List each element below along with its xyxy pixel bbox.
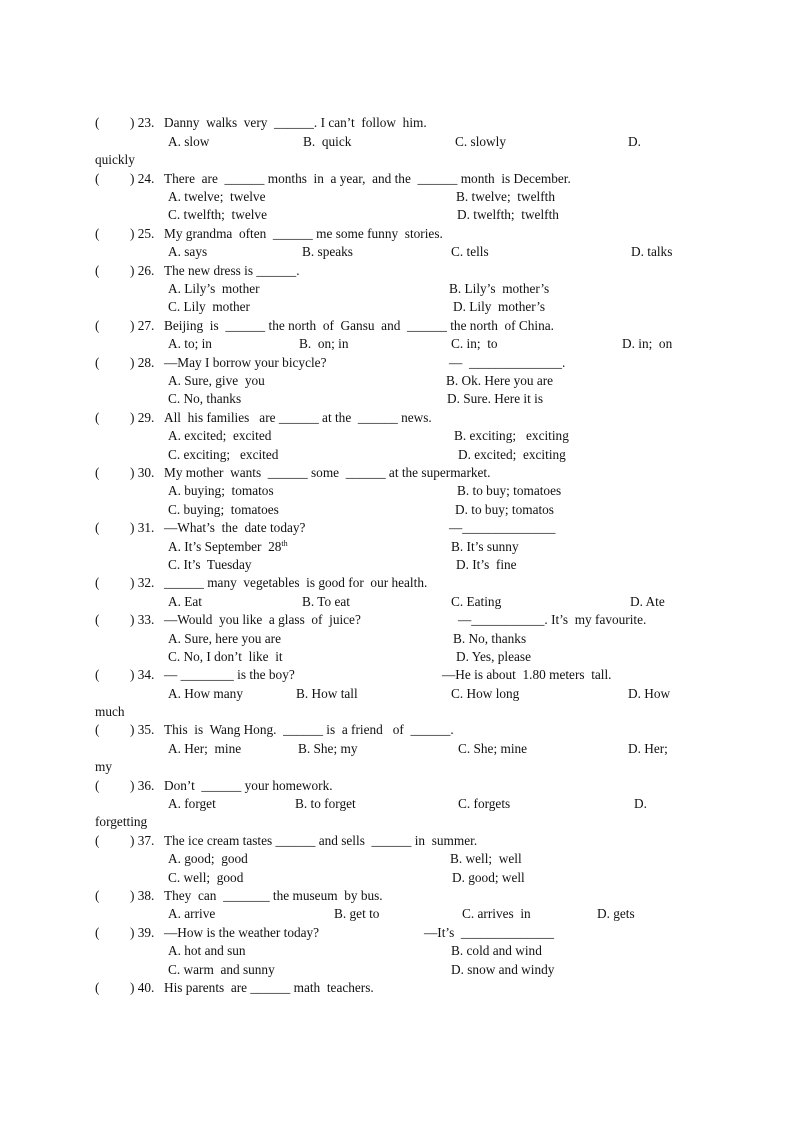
- option-c: C. tells: [451, 244, 489, 259]
- option-d: D.: [628, 134, 641, 149]
- option-b: B. Ok. Here you are: [446, 373, 554, 388]
- option-a: A. excited; excited: [168, 428, 272, 443]
- option-d: D. to buy; tomatos: [455, 502, 554, 517]
- answer-paren: (: [95, 171, 100, 186]
- question-number: ) 40.: [130, 980, 155, 995]
- answer-paren: (: [95, 520, 100, 535]
- option-b: B. How tall: [296, 686, 358, 701]
- option-a: A. twelve; twelve: [168, 189, 266, 204]
- question-stem: ______ many vegetables is good for our health.: [164, 575, 428, 590]
- answer-paren: (: [95, 115, 100, 130]
- question-number: ) 38.: [130, 888, 155, 903]
- option-c: C. forgets: [458, 796, 511, 811]
- question-number: ) 25.: [130, 226, 155, 241]
- option-b: B. get to: [334, 906, 380, 921]
- option-d-wrap: my: [95, 759, 112, 774]
- answer-paren: (: [95, 612, 100, 627]
- option-d: D. Sure. Here it is: [447, 391, 544, 406]
- option-d: D. talks: [631, 244, 673, 259]
- question-number: ) 34.: [130, 667, 155, 682]
- option-b: B. on; in: [299, 336, 349, 351]
- option-a: A. good; good: [168, 851, 248, 866]
- option-d-wrap: quickly: [95, 152, 135, 167]
- option-c: C. No, I don’t like it: [168, 649, 283, 664]
- question-number: ) 33.: [130, 612, 155, 627]
- answer-paren: (: [95, 465, 100, 480]
- option-a: A. Her; mine: [168, 741, 242, 756]
- option-b: B. No, thanks: [453, 631, 527, 646]
- answer-paren: (: [95, 355, 100, 370]
- question-stem: — ________ is the boy?: [164, 667, 295, 682]
- option-b: B. It’s sunny: [451, 539, 519, 554]
- question-stem: —What’s the date today?: [164, 520, 306, 535]
- option-c: C. well; good: [168, 870, 244, 885]
- option-d: D. Yes, please: [456, 649, 531, 664]
- option-c: C. in; to: [451, 336, 498, 351]
- option-c: C. How long: [451, 686, 520, 701]
- option-d: D. Ate: [630, 594, 665, 609]
- option-b: B. speaks: [302, 244, 353, 259]
- option-d: D. snow and windy: [451, 962, 555, 977]
- option-a: A. Eat: [168, 594, 202, 609]
- option-d: D. gets: [597, 906, 635, 921]
- question-number: ) 24.: [130, 171, 155, 186]
- option-c: C. No, thanks: [168, 391, 242, 406]
- question-number: ) 31.: [130, 520, 155, 535]
- option-c: C. arrives in: [462, 906, 531, 921]
- question-number: ) 26.: [130, 263, 155, 278]
- reply-line: —It’s ______________: [424, 925, 555, 940]
- option-d: D. in; on: [622, 336, 673, 351]
- answer-paren: (: [95, 833, 100, 848]
- reply-line: —___________. It’s my favourite.: [458, 612, 647, 627]
- option-a: A. buying; tomatos: [168, 483, 274, 498]
- option-a: A. hot and sun: [168, 943, 246, 958]
- question-stem: Beijing is ______ the north of Gansu and ______ the north of China.: [164, 318, 554, 333]
- answer-paren: (: [95, 318, 100, 333]
- answer-paren: (: [95, 410, 100, 425]
- answer-paren: (: [95, 263, 100, 278]
- answer-paren: (: [95, 667, 100, 682]
- option-a: A. How many: [168, 686, 243, 701]
- answer-paren: (: [95, 778, 100, 793]
- question-stem: This is Wang Hong. ______ is a friend of ______.: [164, 722, 454, 737]
- question-number: ) 39.: [130, 925, 155, 940]
- option-b: B. quick: [303, 134, 352, 149]
- option-d: D. good; well: [452, 870, 525, 885]
- answer-paren: (: [95, 888, 100, 903]
- option-d-wrap: forgetting: [95, 814, 148, 829]
- question-number: ) 37.: [130, 833, 155, 848]
- option-d: D. Her;: [628, 741, 668, 756]
- reply-line: —______________: [449, 520, 556, 535]
- option-c: C. She; mine: [458, 741, 528, 756]
- question-number: ) 23.: [130, 115, 155, 130]
- question-number: ) 36.: [130, 778, 155, 793]
- question-stem: My grandma often ______ me some funny stories.: [164, 226, 443, 241]
- option-a: A. forget: [168, 796, 216, 811]
- option-b: B. to buy; tomatoes: [457, 483, 562, 498]
- option-b: B. to forget: [295, 796, 356, 811]
- option-a: [168, 539, 288, 555]
- question-stem: Danny walks very ______. I can’t follow him.: [164, 115, 427, 130]
- answer-paren: (: [95, 226, 100, 241]
- option-b: B. well; well: [450, 851, 522, 866]
- answer-paren: (: [95, 980, 100, 995]
- question-stem: The new dress is ______.: [164, 263, 300, 278]
- question-stem: My mother wants ______ some ______ at the supermarket.: [164, 465, 491, 480]
- option-a: A. says: [168, 244, 208, 259]
- option-c: C. warm and sunny: [168, 962, 275, 977]
- option-c: C. exciting; excited: [168, 447, 279, 462]
- option-c: C. It’s Tuesday: [168, 557, 252, 572]
- option-d: D. Lily mother’s: [453, 299, 546, 314]
- question-number: ) 28.: [130, 355, 155, 370]
- option-a: A. to; in: [168, 336, 212, 351]
- question-number: ) 32.: [130, 575, 155, 590]
- option-d: D. twelfth; twelfth: [457, 207, 559, 222]
- question-number: ) 27.: [130, 318, 155, 333]
- option-a-text: A. It’s September 28: [168, 539, 282, 554]
- option-b: B. cold and wind: [451, 943, 542, 958]
- option-c: C. slowly: [455, 134, 506, 149]
- question-stem: His parents are ______ math teachers.: [164, 980, 374, 995]
- option-d-wrap: much: [95, 704, 125, 719]
- ordinal-suffix: th: [281, 539, 288, 548]
- option-d: D. It’s fine: [456, 557, 517, 572]
- option-b: B. She; my: [298, 741, 358, 756]
- option-c: C. twelfth; twelve: [168, 207, 267, 222]
- option-b: B. twelve; twelfth: [456, 189, 555, 204]
- reply-line: —He is about 1.80 meters tall.: [442, 667, 612, 682]
- option-c: C. Eating: [451, 594, 502, 609]
- option-a: A. arrive: [168, 906, 216, 921]
- option-c: C. Lily mother: [168, 299, 250, 314]
- question-stem: —Would you like a glass of juice?: [164, 612, 361, 627]
- question-stem: All his families are ______ at the ______ news.: [164, 410, 432, 425]
- question-number: ) 35.: [130, 722, 155, 737]
- option-a: A. Sure, here you are: [168, 631, 281, 646]
- option-d: D. excited; exciting: [458, 447, 566, 462]
- option-d: D. How: [628, 686, 671, 701]
- option-c: C. buying; tomatoes: [168, 502, 279, 517]
- answer-paren: (: [95, 925, 100, 940]
- answer-paren: (: [95, 722, 100, 737]
- question-stem: They can _______ the museum by bus.: [164, 888, 383, 903]
- question-number: ) 30.: [130, 465, 155, 480]
- option-d: D.: [634, 796, 647, 811]
- option-a: A. slow: [168, 134, 210, 149]
- question-stem: —How is the weather today?: [164, 925, 320, 940]
- question-stem: —May I borrow your bicycle?: [164, 355, 327, 370]
- option-b: B. exciting; exciting: [454, 428, 569, 443]
- question-number: ) 29.: [130, 410, 155, 425]
- option-b: B. To eat: [302, 594, 350, 609]
- question-stem: There are ______ months in a year, and the ______ month is December.: [164, 171, 571, 186]
- option-b: B. Lily’s mother’s: [449, 281, 550, 296]
- question-stem: The ice cream tastes ______ and sells ______ in summer.: [164, 833, 478, 848]
- question-stem: Don’t ______ your homework.: [164, 778, 333, 793]
- answer-paren: (: [95, 575, 100, 590]
- reply-line: — ______________.: [449, 355, 566, 370]
- option-a: A. Sure, give you: [168, 373, 265, 388]
- option-a: A. Lily’s mother: [168, 281, 260, 296]
